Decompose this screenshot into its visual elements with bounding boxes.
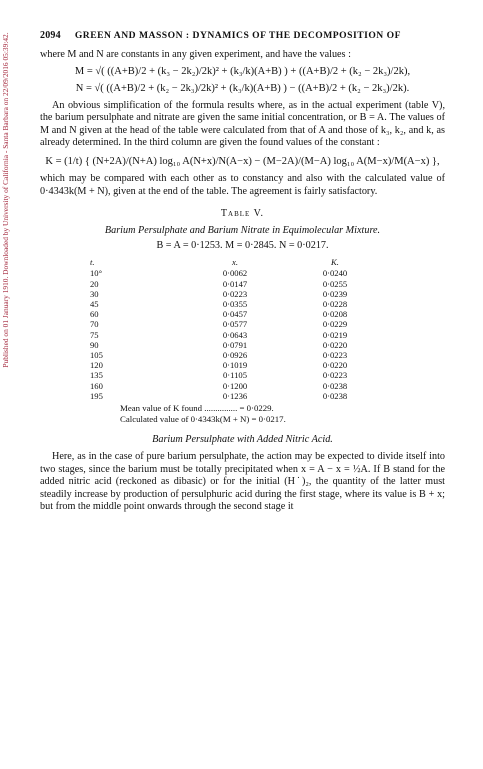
paragraph-1: An obvious simplification of the formula results where, as in the actual experiment (table V), the barium persulphate and nitrate are given the same initial concentration, or B = A. The values of M and N given at the head of the table were calculated from that of A and those of k₃, k₂, and k, as already determined. In the third column are given the found values of the constant : [40,99,445,149]
calculated-value-line: Calculated value of 0·4343k(M + N) = 0·0217. [120,413,286,424]
cell-x: 0·0457 [222,309,248,320]
cell-x: 0·0147 [222,278,248,289]
table-summary [120,403,445,424]
cell-x: 0·1200 [222,380,248,391]
cell-k: 0·0238 [322,390,348,401]
table-row [90,299,370,309]
equation-M-text: M = √( ((A+B)/2 + (k₃ − 2k₂)/2k)² + (k₃/k)(A+B) ) + ((A+B)/2 + (k₂ − 2k₃)/2k), [74,65,411,77]
cell-x: 0·0577 [222,319,248,330]
cell-t: 20 [90,278,99,289]
table-label: Table V. [220,208,265,220]
download-notice-text: Published on 01 January 1910. Downloaded by University of California - Santa Barbara on 22/09/2016 05:39:42. [1,32,10,368]
intro-text: where M and N are constants in any given experiment, and have the values : [40,49,351,60]
cell-x: 0·1236 [222,390,248,401]
cell-t: 10° [90,268,103,279]
cell-x: 0·0791 [222,339,248,350]
paragraph-2: which may be compared with each other as to constancy and also with the calculated value of 0·4343k(M + N), given at the end of the table. The agreement is fairly satisfactory. [40,172,445,197]
cell-k: 0·0240 [322,268,348,279]
equation-N-text: N = √( ((A+B)/2 + (k₂ − 2k₃)/2k)² + (k₃/k)(A+B) ) − ((A+B)/2 + (k₂ − 2k₃)/2k). [75,82,410,94]
equation-M [40,66,445,77]
cell-t: 195 [90,390,103,401]
cell-k: 0·0223 [322,349,348,360]
column-header-t: t. [90,257,95,268]
running-header [40,30,445,41]
cell-k: 0·0238 [322,380,348,391]
table-row [90,350,370,360]
data-table [90,257,370,401]
mean-value-line: Mean value of K found ............... = 0·0229. [120,403,274,413]
table-row [90,330,370,340]
cell-k: 0·0219 [322,329,348,340]
cell-k: 0·0239 [322,288,348,299]
cell-x: 0·0062 [222,268,248,279]
table-row [90,268,370,278]
cell-t: 120 [90,360,103,371]
cell-t: 45 [90,298,99,309]
cell-t: 60 [90,309,99,320]
cell-k: 0·0220 [322,339,348,350]
cell-x: 0·0223 [222,288,248,299]
cell-x: 0·1105 [222,370,248,381]
page-number: 2094 [40,30,61,41]
cell-t: 135 [90,370,103,381]
cell-t: 160 [90,380,103,391]
table-row [90,340,370,350]
table-row [90,381,370,391]
cell-x: 0·0355 [222,298,248,309]
table-row [90,360,370,370]
cell-k: 0·0255 [322,278,348,289]
table-row [90,370,370,380]
table-row [90,279,370,289]
cell-t: 70 [90,319,99,330]
running-title: GREEN AND MASSON : DYNAMICS OF THE DECOMPOSITION OF [74,30,401,41]
paragraph-3: Here, as in the case of pure barium persulphate, the action may be expected to divide itself into two stages, since the barium must be totally precipitated when x = A − x = ½A. If B stand for the added nitric acid (reckoned as dibasic) or for the initial (H˙)₂, the quantity of the latter must steadily increase by production of persulphuric acid during the first stage, where its value is B + x; but from the middle point onwards through the second stage it [40,451,445,513]
column-header-x: x. [232,257,238,268]
table-header-row [90,257,370,268]
cell-t: 75 [90,329,99,340]
table-row [90,319,370,329]
cell-x: 0·1019 [222,360,248,371]
cell-x: 0·0926 [222,349,248,360]
equation-N [40,83,445,94]
cell-k: 0·0229 [322,319,348,330]
cell-k: 0·0223 [322,370,348,381]
cell-k: 0·0220 [322,360,348,371]
cell-x: 0·0643 [222,329,248,340]
cell-t: 105 [90,349,103,360]
cell-t: 90 [90,339,99,350]
equation-K-text: K = (1/t) { (N+2A)/(N+A) log₁₀ A(N+x)/N(A−x) − (M−2A)/(M−A) log₁₀ A(M−x)/M(A−x) }, [45,155,440,167]
cell-k: 0·0228 [322,298,348,309]
page-body [40,30,445,514]
table-row [90,289,370,299]
section-heading: Barium Persulphate with Added Nitric Acid. [152,434,333,445]
table-parameters: B = A = 0·1253. M = 0·2845. N = 0·0217. [156,240,329,252]
table-row [90,309,370,319]
table-caption: Barium Persulphate and Barium Nitrate in Equimolecular Mixture. [104,225,381,237]
cell-k: 0·0208 [322,309,348,320]
cell-t: 30 [90,288,99,299]
download-notice [0,0,18,769]
equation-K [40,156,445,167]
table-row [90,391,370,401]
column-header-k: K. [331,257,339,268]
